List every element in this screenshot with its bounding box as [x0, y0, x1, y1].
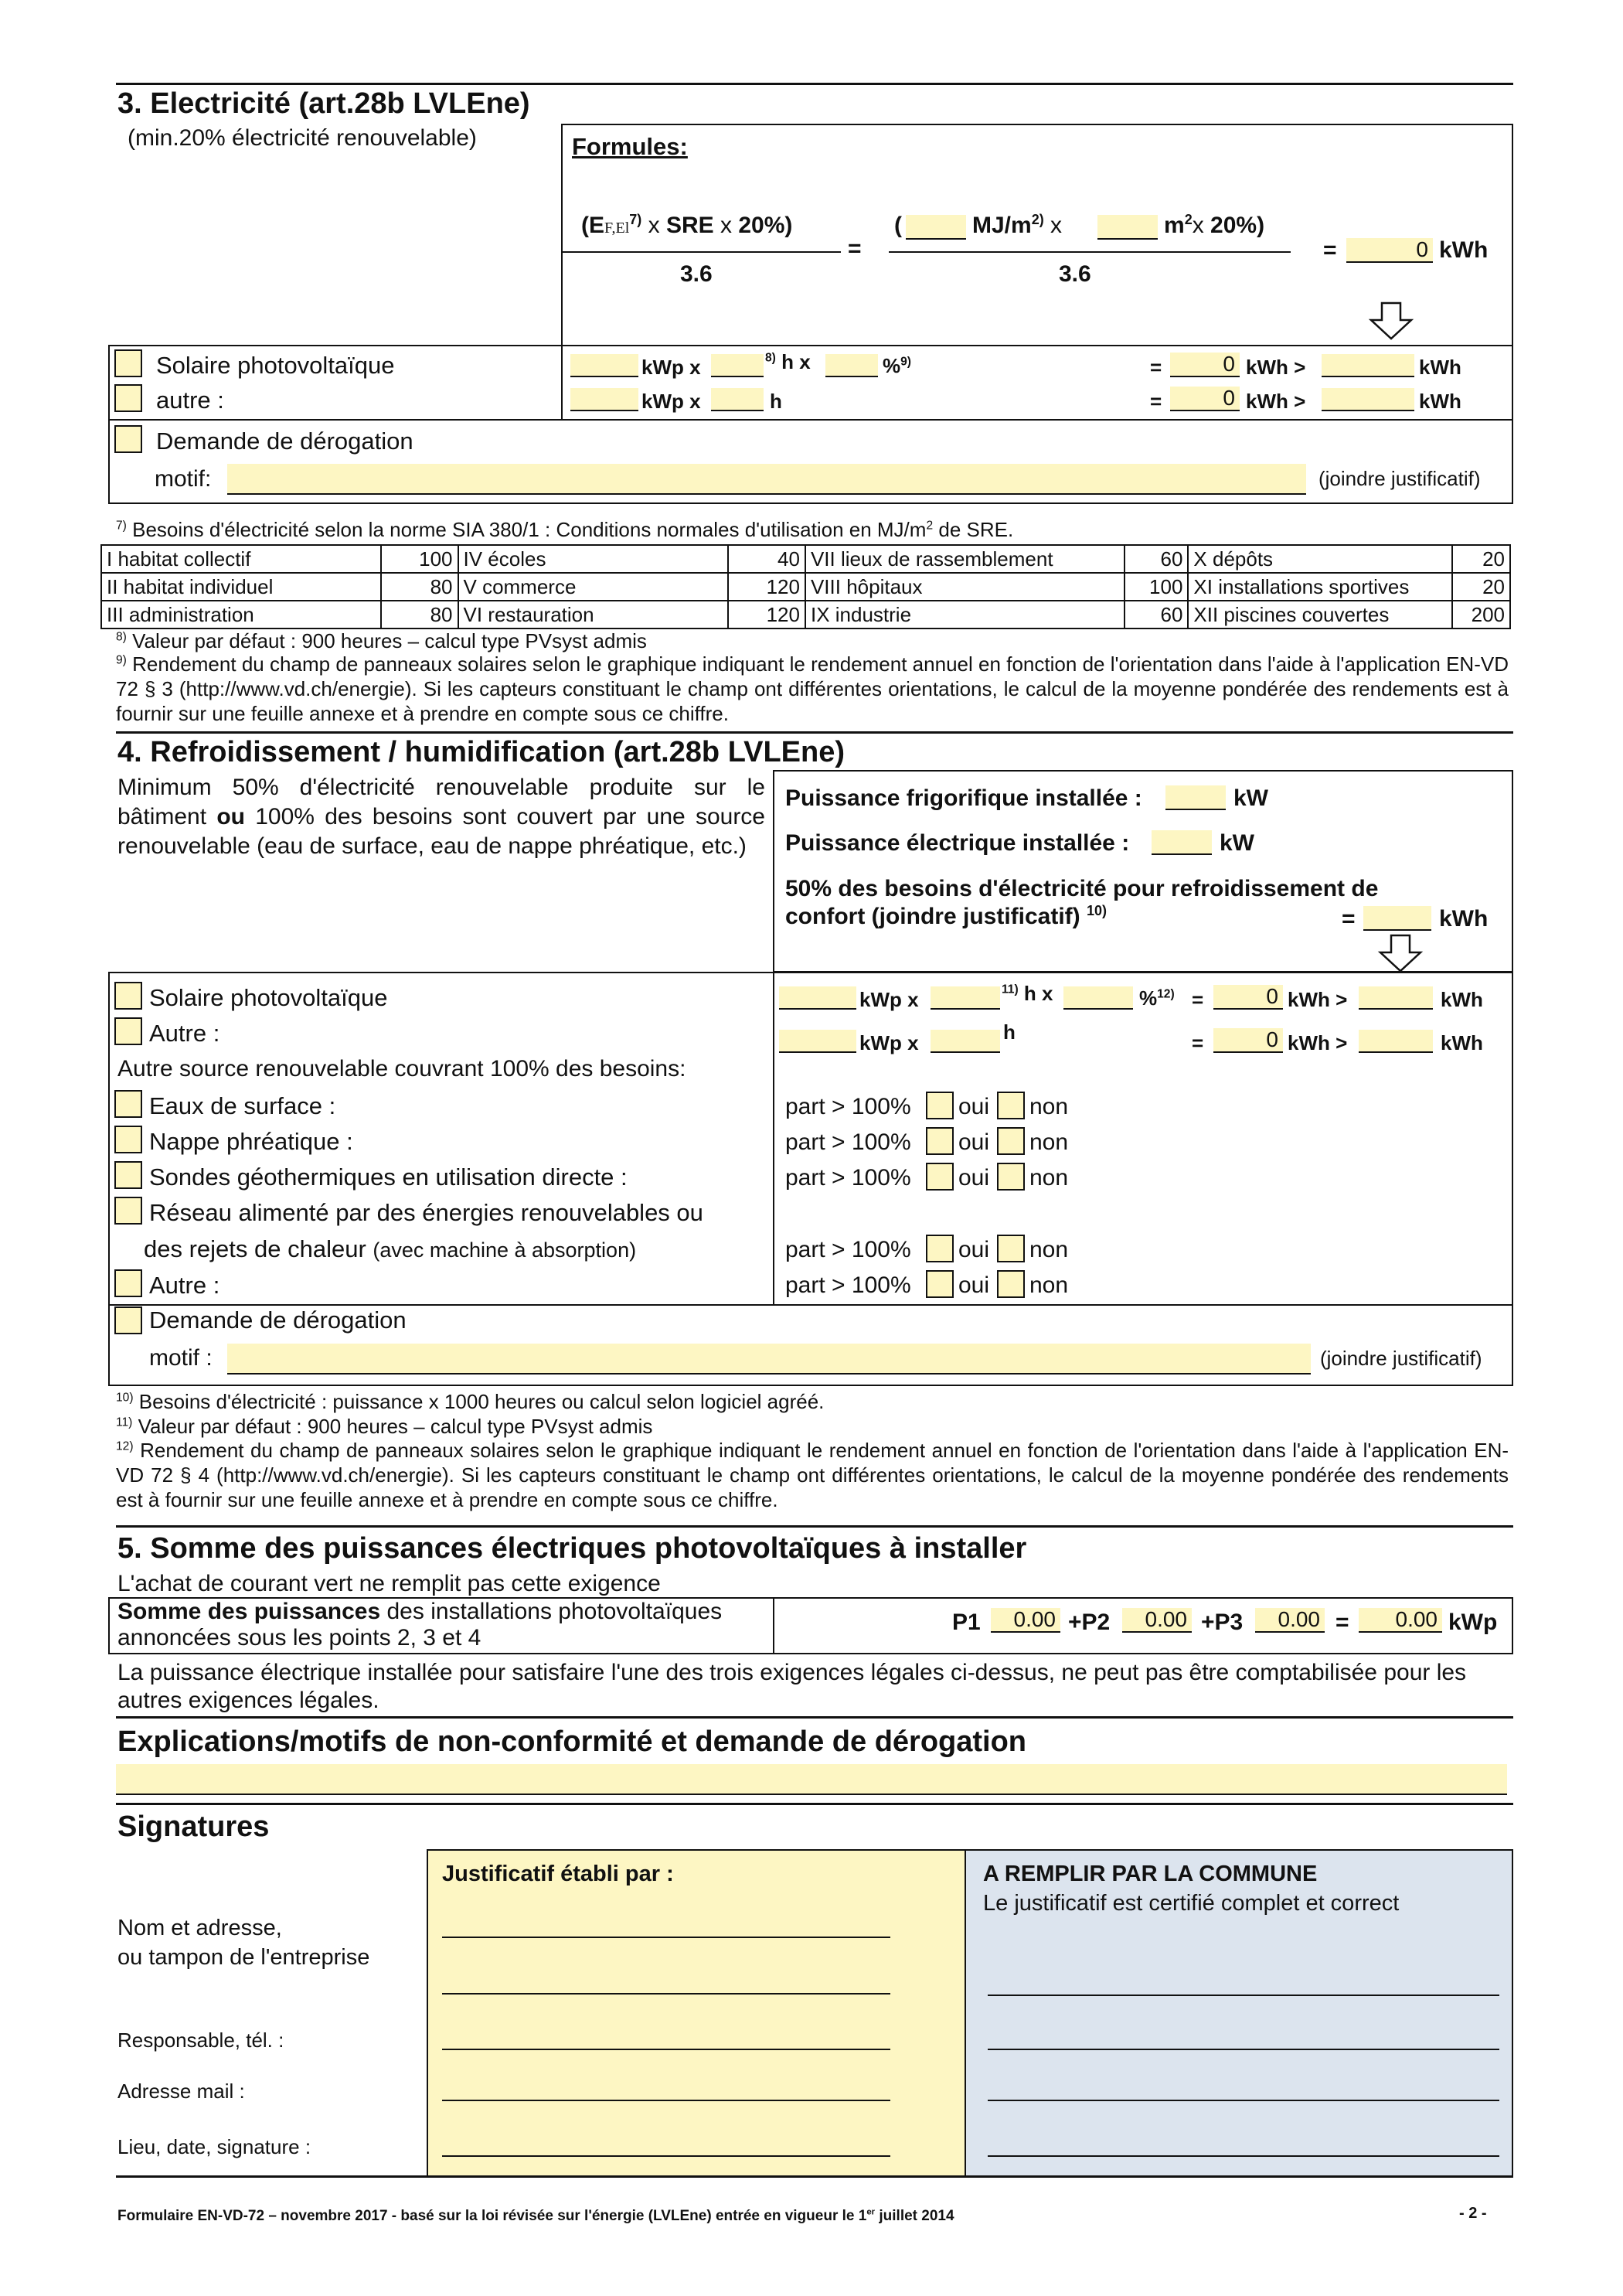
table-row: I habitat collectif 100 IV écoles 40 VII lieux de rassemblement 60 X dépôts 20: [101, 545, 1510, 573]
p-frigo-input[interactable]: [1165, 785, 1226, 810]
commune-line-1[interactable]: [988, 1995, 1499, 1996]
reseau-non-checkbox[interactable]: [997, 1235, 1025, 1262]
section-4-title: 4. Refroidissement / humidification (art.28b LVLEne): [117, 736, 846, 768]
nappe-oui-checkbox[interactable]: [926, 1127, 954, 1155]
autre-kwp-input[interactable]: [570, 388, 638, 411]
autre-4-checkbox[interactable]: [114, 1017, 142, 1045]
signatures-title: Signatures: [117, 1811, 270, 1843]
section-4-intro: Minimum 50% d'électricité renouvelable produite sur le bâtiment ou 100% des besoins sont couvert par une source renouvelable (eau de surface, eau de nappe phréatique, etc.): [117, 775, 765, 859]
nom-line-1[interactable]: [442, 1937, 890, 1938]
reseau-checkbox[interactable]: [114, 1197, 142, 1225]
p-elec-input[interactable]: [1152, 830, 1212, 855]
nappe-phreatique-checkbox[interactable]: [114, 1126, 142, 1153]
autre-non-checkbox[interactable]: [997, 1270, 1025, 1298]
total-kwp-value: 0.00: [1359, 1608, 1442, 1633]
table-row: III administration 80 VI restauration 120 IX industrie 60 XII piscines couvertes 200: [101, 601, 1510, 629]
s4-autre-kwh-input[interactable]: [1359, 1030, 1433, 1053]
s4-autre-kwh-value: 0: [1213, 1028, 1283, 1053]
note-9: $^{9)}$ Rendement du champ de panneaux solaires selon le graphique indiquant le rendement annuel en fonction de l'orientation dans l'aide à l'application EN-VD 72 § 3 (http://www.vd.ch/energie). Si les capteurs constituant le champ ont différentes orientations, le calcul de la moyenne pondérée des rendements est à fournir sur une feuille annexe et à prendre en compte sous ce chiffre.: [116, 652, 1509, 725]
autre-oui-checkbox[interactable]: [926, 1270, 954, 1298]
solaire-pv-checkbox[interactable]: [114, 349, 142, 377]
autre-hours-input[interactable]: [711, 388, 764, 411]
note-12: $^{12)}$ Rendement du champ de panneaux solaires selon le graphique indiquant le rendement annuel en fonction de l'orientation dans l'aide à l'application EN-VD 72 § 4 (http://www.vd.ch/energie). Si les capteurs constituant le champ ont différentes orientations, le calcul de la moyenne pondérée des rendements est à fournir sur une feuille annexe et à prendre en compte sous ce chiffre.: [116, 1439, 1509, 1511]
sondes-checkbox[interactable]: [114, 1161, 142, 1189]
derogation-checkbox[interactable]: [114, 425, 142, 453]
derogation-4-checkbox[interactable]: [114, 1306, 142, 1334]
autre-kwh-value: 0: [1170, 387, 1240, 411]
autre-checkbox[interactable]: [114, 384, 142, 412]
s4-solar-pct-input[interactable]: [1063, 986, 1133, 1010]
solar-pct-input[interactable]: [825, 354, 878, 377]
commune-line-2[interactable]: [988, 2049, 1499, 2050]
s4-solar-kwp-input[interactable]: [779, 986, 856, 1010]
solar-hours-input[interactable]: [711, 354, 764, 377]
explications-input[interactable]: [116, 1764, 1507, 1795]
section-3-title: 3. Electricité (art.28b LVLEne): [117, 87, 530, 120]
eaux-oui-checkbox[interactable]: [926, 1092, 954, 1119]
s4-solar-kwh-input[interactable]: [1359, 986, 1433, 1010]
besoins-kwh-input[interactable]: [1363, 906, 1431, 931]
reseau-oui-checkbox[interactable]: [926, 1235, 954, 1262]
sondes-oui-checkbox[interactable]: [926, 1163, 954, 1191]
autre-kwh-input[interactable]: [1322, 388, 1414, 411]
formula-1-numerator: (EF,El$^{7)}$ x SRE x 20%): [581, 212, 793, 238]
solaire-pv-4-checkbox[interactable]: [114, 982, 142, 1010]
mj-m2-input[interactable]: [906, 215, 966, 240]
nappe-non-checkbox[interactable]: [997, 1127, 1025, 1155]
solar-kwp-input[interactable]: [570, 354, 638, 377]
table-row: II habitat individuel 80 V commerce 120 VIII hôpitaux 100 XI installations sportives 20: [101, 573, 1510, 601]
s4-autre-hours-input[interactable]: [931, 1030, 1000, 1053]
somme-label: Somme des puissances des installations photovoltaïques annoncées sous les points 2, 3 et 4: [117, 1599, 723, 1650]
motif-4-input[interactable]: [227, 1344, 1311, 1375]
section-3-subtitle: (min.20% électricité renouvelable): [128, 125, 477, 151]
result-kwh-value: 0: [1346, 238, 1433, 263]
footer-text: Formulaire EN-VD-72 – novembre 2017 - basé sur la loi révisée sur l'énergie (LVLEne) entrée en vigueur le 1er juillet 2014: [117, 2207, 954, 2224]
s4-autre-kwp-input[interactable]: [779, 1030, 856, 1053]
note-7: $^{7)}$ Besoins d'électricité selon la norme SIA 380/1 : Conditions normales d'utilisation en $MJ/m^2$ de SRE.: [116, 518, 1014, 541]
motif-input[interactable]: [227, 464, 1306, 495]
lieu-line[interactable]: [442, 2155, 890, 2157]
commune-line-3[interactable]: [988, 2100, 1499, 2101]
solar-kwh-input[interactable]: [1322, 354, 1414, 377]
s4-solar-kwh-value: 0: [1213, 985, 1283, 1010]
arrow-down-icon: [1368, 301, 1414, 340]
formula-2-denominator: 3.6: [1059, 261, 1091, 287]
eaux-surface-checkbox[interactable]: [114, 1090, 142, 1118]
explications-title: Explications/motifs de non-conformité et demande de dérogation: [117, 1725, 1027, 1758]
sre-m2-input[interactable]: [1097, 215, 1158, 240]
note-11: $^{11)}$ Valeur par défaut : 900 heures – calcul type PVsyst admis: [116, 1415, 653, 1438]
justificatif-panel: [427, 1851, 965, 2175]
eaux-non-checkbox[interactable]: [997, 1092, 1025, 1119]
formula-1-denominator: 3.6: [680, 261, 713, 287]
mail-line[interactable]: [442, 2100, 890, 2101]
p1-value: 0.00: [991, 1608, 1060, 1633]
sondes-non-checkbox[interactable]: [997, 1163, 1025, 1191]
sia-table: [100, 544, 1511, 629]
commune-line-4[interactable]: [988, 2155, 1499, 2157]
s4-solar-hours-input[interactable]: [931, 986, 1000, 1010]
autre-source-checkbox[interactable]: [114, 1269, 142, 1297]
p2-value: 0.00: [1122, 1608, 1192, 1633]
solar-kwh-value: 0: [1170, 353, 1240, 377]
arrow-down-icon: [1377, 934, 1424, 973]
responsable-line[interactable]: [442, 2049, 890, 2050]
page-number: - 2 -: [1459, 2205, 1487, 2222]
section-5-title: 5. Somme des puissances électriques photovoltaïques à installer: [117, 1532, 1027, 1565]
note-8: $^{8)}$ Valeur par défaut : 900 heures – calcul type PVsyst admis: [116, 629, 647, 652]
p3-value: 0.00: [1255, 1608, 1325, 1633]
formules-label: Formules:: [572, 133, 688, 160]
nom-line-2[interactable]: [442, 1993, 890, 1995]
formula-equal: =: [848, 236, 862, 261]
sec5-note: La puissance électrique installée pour satisfaire l'une des trois exigences légales ci-dessus, ne peut pas être comptabilisée pour les autres exigences légales.: [117, 1660, 1467, 1713]
note-10: $^{10)}$ Besoins d'électricité : puissance x 1000 heures ou calcul selon logiciel agréé.: [116, 1390, 825, 1413]
